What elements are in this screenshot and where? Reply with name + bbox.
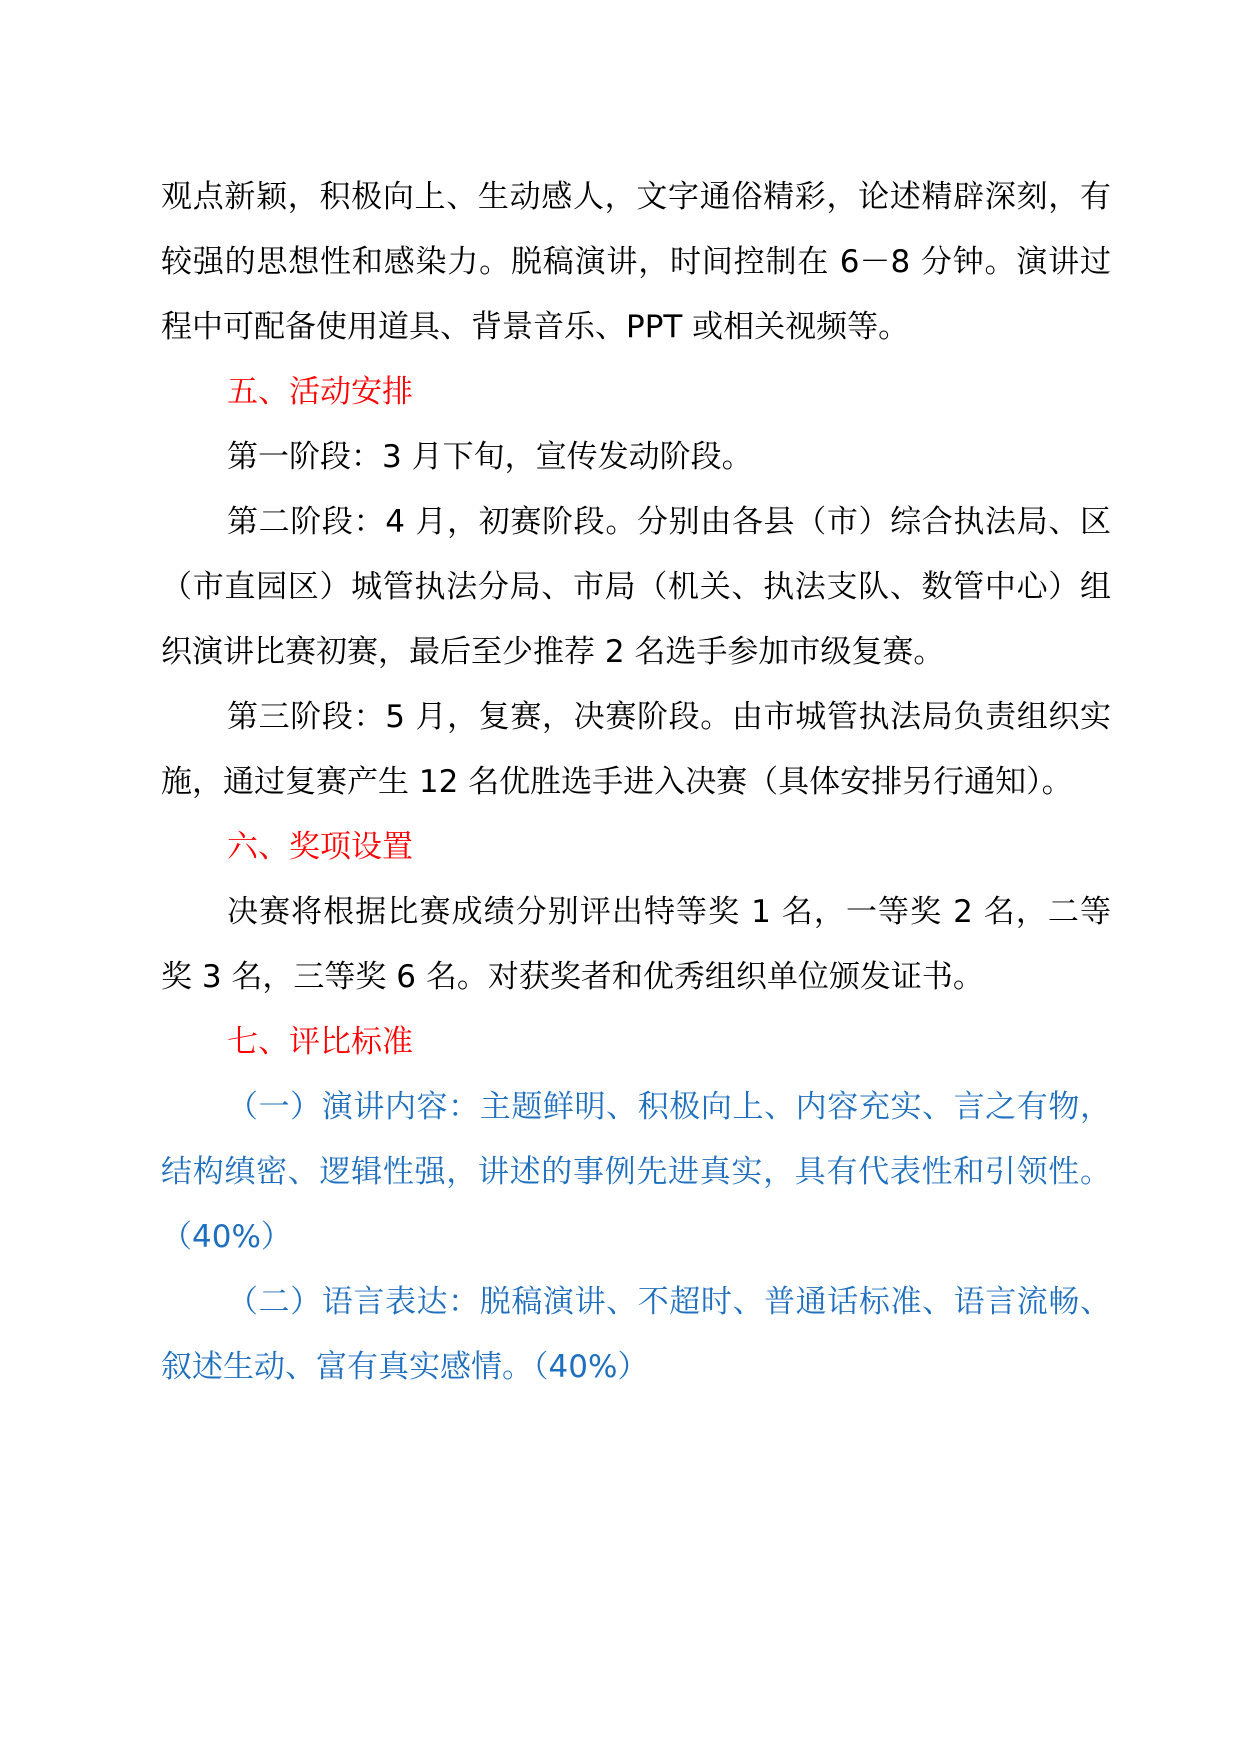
criteria-content-paragraph: （一）演讲内容：主题鲜明、积极向上、内容充实、言之有物，结构缜密、逻辑性强，讲述的事例先进真实，具有代表性和引领性。（40%） <box>161 1089 1111 1255</box>
stage-three-paragraph: 第三阶段：5 月，复赛，决赛阶段。由市城管执法局负责组织实施，通过复赛产生 12 名优胜选手进入决赛（具体安排另行通知）。 <box>161 699 1111 800</box>
stage-one-paragraph: 第一阶段：3 月下旬，宣传发动阶段。 <box>227 439 753 475</box>
section-heading-criteria: 七、评比标准 <box>227 1024 413 1060</box>
section-heading-schedule: 五、活动安排 <box>227 374 413 410</box>
awards-paragraph: 决赛将根据比赛成绩分别评出特等奖 1 名，一等奖 2 名，二等奖 3 名，三等奖 6 名。对获奖者和优秀组织单位颁发证书。 <box>161 894 1111 995</box>
document-page <box>161 165 1111 1400</box>
stage-two-paragraph: 第二阶段：4 月，初赛阶段。分别由各县（市）综合执法局、区（市直园区）城管执法分局、市局（机关、执法支队、数管中心）组织演讲比赛初赛，最后至少推荐 2 名选手参加市级复赛。 <box>161 504 1111 670</box>
criteria-language-paragraph: （二）语言表达：脱稿演讲、不超时、普通话标准、语言流畅、叙述生动、富有真实感情。（40%） <box>161 1284 1111 1385</box>
section-heading-awards: 六、奖项设置 <box>227 829 413 865</box>
content-requirements-paragraph: 观点新颖，积极向上、生动感人，文字通俗精彩，论述精辟深刻，有较强的思想性和感染力。脱稿演讲，时间控制在 6－8 分钟。演讲过程中可配备使用道具、背景音乐、PPT 或相关视频等。 <box>161 179 1111 345</box>
